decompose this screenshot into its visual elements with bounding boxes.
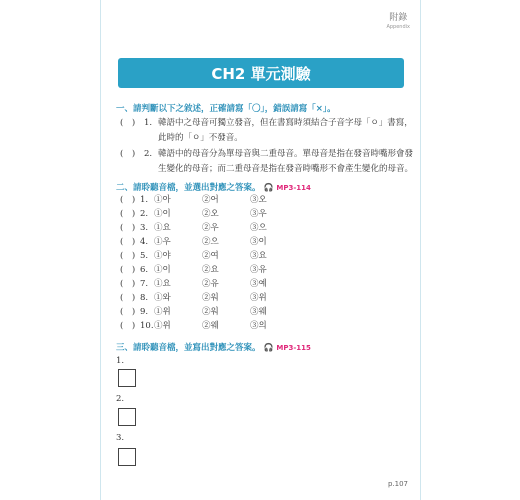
- option-1: ①이: [154, 265, 171, 275]
- item-number: 7.: [140, 279, 149, 289]
- item-number: 6.: [140, 265, 149, 275]
- answer-blank[interactable]: ( ): [120, 321, 136, 331]
- answer-box[interactable]: [118, 448, 136, 466]
- answer-blank[interactable]: ( ): [120, 118, 136, 128]
- option-3: ③으: [250, 223, 267, 233]
- mp3-label[interactable]: MP3-114: [276, 184, 311, 192]
- option-2: ②어: [202, 195, 219, 205]
- option-1: ①위: [154, 307, 171, 317]
- option-2: ②웨: [202, 321, 219, 331]
- option-1: ①와: [154, 293, 171, 303]
- option-3: ③요: [250, 251, 267, 261]
- answer-blank[interactable]: ( ): [120, 251, 136, 261]
- option-3: ③웨: [250, 307, 267, 317]
- headphones-icon[interactable]: 🎧: [263, 183, 274, 192]
- option-2: ②요: [202, 265, 219, 275]
- answer-box[interactable]: [118, 408, 136, 426]
- answer-blank[interactable]: ( ): [120, 237, 136, 247]
- write-item-number: 1.: [116, 356, 125, 366]
- header-title: 附錄: [389, 13, 408, 23]
- answer-blank[interactable]: ( ): [120, 265, 136, 275]
- answer-blank[interactable]: ( ): [120, 195, 136, 205]
- option-2: ②유: [202, 279, 219, 289]
- option-1: ①요: [154, 279, 171, 289]
- option-1: ①요: [154, 223, 171, 233]
- option-3: ③오: [250, 195, 267, 205]
- answer-blank[interactable]: ( ): [120, 279, 136, 289]
- answer-blank[interactable]: ( ): [120, 149, 136, 159]
- option-3: ③의: [250, 321, 267, 331]
- item-number: 9.: [140, 307, 149, 317]
- option-1: ①우: [154, 237, 171, 247]
- option-3: ③우: [250, 209, 267, 219]
- option-1: ①야: [154, 251, 171, 261]
- option-1: ①이: [154, 209, 171, 219]
- question-number: 2.: [144, 149, 153, 159]
- section3-title-text: 三、請聆聽音檔，並寫出對應之答案。: [116, 343, 261, 353]
- option-1: ①아: [154, 195, 171, 205]
- tf-question-2: [120, 147, 413, 177]
- question-text: 韓語中的母音分為單母音與二重母音。單母音是指在發音時嘴形會發: [158, 149, 414, 159]
- question-text-continued: 生變化的母音；而二重母音是指在發音時嘴形不會產生變化的母音。: [158, 164, 414, 174]
- page-number: p.107: [387, 480, 408, 488]
- item-number: 1.: [140, 195, 149, 205]
- option-3: ③이: [250, 237, 267, 247]
- left-margin-line: [100, 0, 101, 500]
- section1-title: 一、請判斷以下之敘述，正確請寫「〇」，錯誤請寫「×」。: [116, 104, 336, 114]
- section2-title: [116, 181, 311, 193]
- item-number: 10.: [140, 321, 154, 331]
- page-header: [386, 10, 410, 30]
- option-2: ②으: [202, 237, 219, 247]
- answer-blank[interactable]: ( ): [120, 223, 136, 233]
- option-3: ③위: [250, 293, 267, 303]
- write-item-number: 2.: [116, 394, 125, 404]
- item-number: 5.: [140, 251, 149, 261]
- option-3: ③유: [250, 265, 267, 275]
- item-number: 3.: [140, 223, 149, 233]
- item-number: 4.: [140, 237, 149, 247]
- tf-question-1: [120, 116, 413, 146]
- option-2: ②워: [202, 307, 219, 317]
- headphones-icon[interactable]: 🎧: [263, 343, 274, 352]
- answer-blank[interactable]: ( ): [120, 307, 136, 317]
- question-text: 韓語中之母音可獨立發音，但在書寫時須結合子音字母「ㅇ」書寫，: [158, 118, 413, 128]
- option-2: ②여: [202, 251, 219, 261]
- section3-title: [116, 341, 311, 353]
- item-number: 2.: [140, 209, 149, 219]
- answer-box[interactable]: [118, 369, 136, 387]
- question-text-continued: 此時的「ㅇ」不發音。: [158, 133, 243, 143]
- chapter-banner: CH2 單元測驗: [118, 58, 404, 88]
- question-number: 1.: [144, 118, 153, 128]
- section2-title-text: 二、請聆聽音檔，並選出對應之答案。: [116, 183, 261, 193]
- mp3-label[interactable]: MP3-115: [276, 344, 311, 352]
- option-2: ②오: [202, 209, 219, 219]
- answer-blank[interactable]: ( ): [120, 209, 136, 219]
- answer-blank[interactable]: ( ): [120, 293, 136, 303]
- right-margin-line: [420, 0, 421, 500]
- item-number: 8.: [140, 293, 149, 303]
- option-2: ②우: [202, 223, 219, 233]
- write-item-number: 3.: [116, 433, 125, 443]
- option-2: ②워: [202, 293, 219, 303]
- option-1: ①위: [154, 321, 171, 331]
- option-3: ③예: [250, 279, 267, 289]
- header-subtitle: Appendix: [386, 24, 410, 30]
